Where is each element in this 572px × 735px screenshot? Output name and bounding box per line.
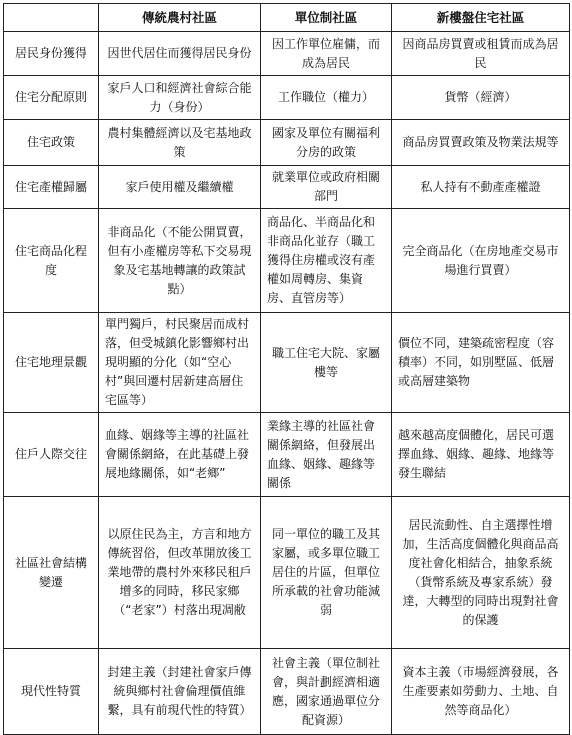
row-label: 住宅分配原則 [4, 76, 99, 120]
table-row [4, 166, 570, 209]
cell-new-housing: 商品房買賣政策及物業法規等 [392, 120, 570, 166]
header-corner [4, 4, 99, 32]
table-row [4, 76, 570, 120]
cell-new-housing: 貨幣（經濟） [392, 76, 570, 120]
row-label: 社區社會結構變遷 [4, 497, 99, 649]
table-row [4, 32, 570, 76]
cell-work-unit: 社會主義（單位制社會，與計劃經濟相適應，國家通過單位分配資源） [261, 649, 392, 735]
cell-new-housing: 私人持有不動產產權證 [392, 166, 570, 209]
cell-new-housing: 完全商品化（在房地產交易市場進行買賣） [392, 209, 570, 313]
cell-work-unit: 職工住宅大院、家屬樓等 [261, 313, 392, 413]
cell-work-unit: 業緣主導的社區社會關係網絡，但發展出血緣、姻緣、趣緣等關係 [261, 413, 392, 497]
row-label: 住宅政策 [4, 120, 99, 166]
row-label: 居民身份獲得 [4, 32, 99, 76]
table-row [4, 497, 570, 649]
header-work-unit: 單位制社區 [261, 4, 392, 32]
header-traditional-village: 傳統農村社區 [99, 4, 261, 32]
cell-traditional-village: 家戶人口和經濟社會綜合能力（身份） [99, 76, 261, 120]
cell-work-unit: 工作職位（權力） [261, 76, 392, 120]
row-label: 住戶人際交往 [4, 413, 99, 497]
cell-new-housing: 因商品房買賣或租賃而成為居民 [392, 32, 570, 76]
cell-work-unit: 同一單位的職工及其家屬，或多單位職工居住的片區，但單位所承載的社會功能減弱 [261, 497, 392, 649]
header-row [4, 4, 570, 32]
cell-traditional-village: 封建主義（封建社會家戶傳統與鄉村社會倫理價值維繫，具有前現代性的特質） [99, 649, 261, 735]
cell-traditional-village: 單門獨戶，村民聚居而成村落，但受城鎮化影響鄉村出現明顯的分化（如“空心村”與回遷村居新建高層住宅區等） [99, 313, 261, 413]
cell-work-unit: 因工作單位雇傭，而成為居民 [261, 32, 392, 76]
table-row [4, 209, 570, 313]
cell-work-unit: 國家及單位有關福利分房的政策 [261, 120, 392, 166]
cell-traditional-village: 農村集體經濟以及宅基地政策 [99, 120, 261, 166]
cell-traditional-village: 家戶使用權及繼續權 [99, 166, 261, 209]
cell-new-housing: 資本主義（市場經濟發展，各生產要素如勞動力、土地、自然等商品化） [392, 649, 570, 735]
header-new-housing: 新樓盤住宅社區 [392, 4, 570, 32]
table-row [4, 413, 570, 497]
cell-traditional-village: 血緣、姻緣等主導的社區社會關係網絡，在此基礎上發展地緣關係，如“老鄉” [99, 413, 261, 497]
cell-traditional-village: 因世代居住而獲得居民身份 [99, 32, 261, 76]
row-label: 住宅地理景觀 [4, 313, 99, 413]
cell-traditional-village: 以原住民為主，方言和地方傳統習俗，但改革開放後工業地帶的農村外來移民租戶增多的同時，移民家鄉（“老家”）村落出現凋敝 [99, 497, 261, 649]
row-label: 現代性特質 [4, 649, 99, 735]
cell-new-housing: 居民流動性、自主選擇性增加，生活高度個體化與商品高度社會化相結合，抽象系統（貨幣系統及專家系統）發達，大轉型的同時出現對社會的保護 [392, 497, 570, 649]
cell-work-unit: 商品化、半商品化和非商品化並存（職工獲得住房權或沒有產權如周轉房、集資房、直管房等） [261, 209, 392, 313]
table-row [4, 120, 570, 166]
cell-new-housing: 越來越高度個體化，居民可選擇血緣、姻緣、趣緣、地緣等發生聯結 [392, 413, 570, 497]
table-row [4, 313, 570, 413]
row-label: 住宅商品化程度 [4, 209, 99, 313]
comparison-table [3, 3, 570, 735]
cell-work-unit: 就業單位或政府相關部門 [261, 166, 392, 209]
cell-new-housing: 價位不同，建築疏密程度（容積率）不同，如別墅區、低層或高層建築物 [392, 313, 570, 413]
table-row [4, 649, 570, 735]
cell-traditional-village: 非商品化（不能公開買賣，但有小產權房等私下交易現象及宅基地轉讓的政策試點） [99, 209, 261, 313]
row-label: 住宅產權歸屬 [4, 166, 99, 209]
